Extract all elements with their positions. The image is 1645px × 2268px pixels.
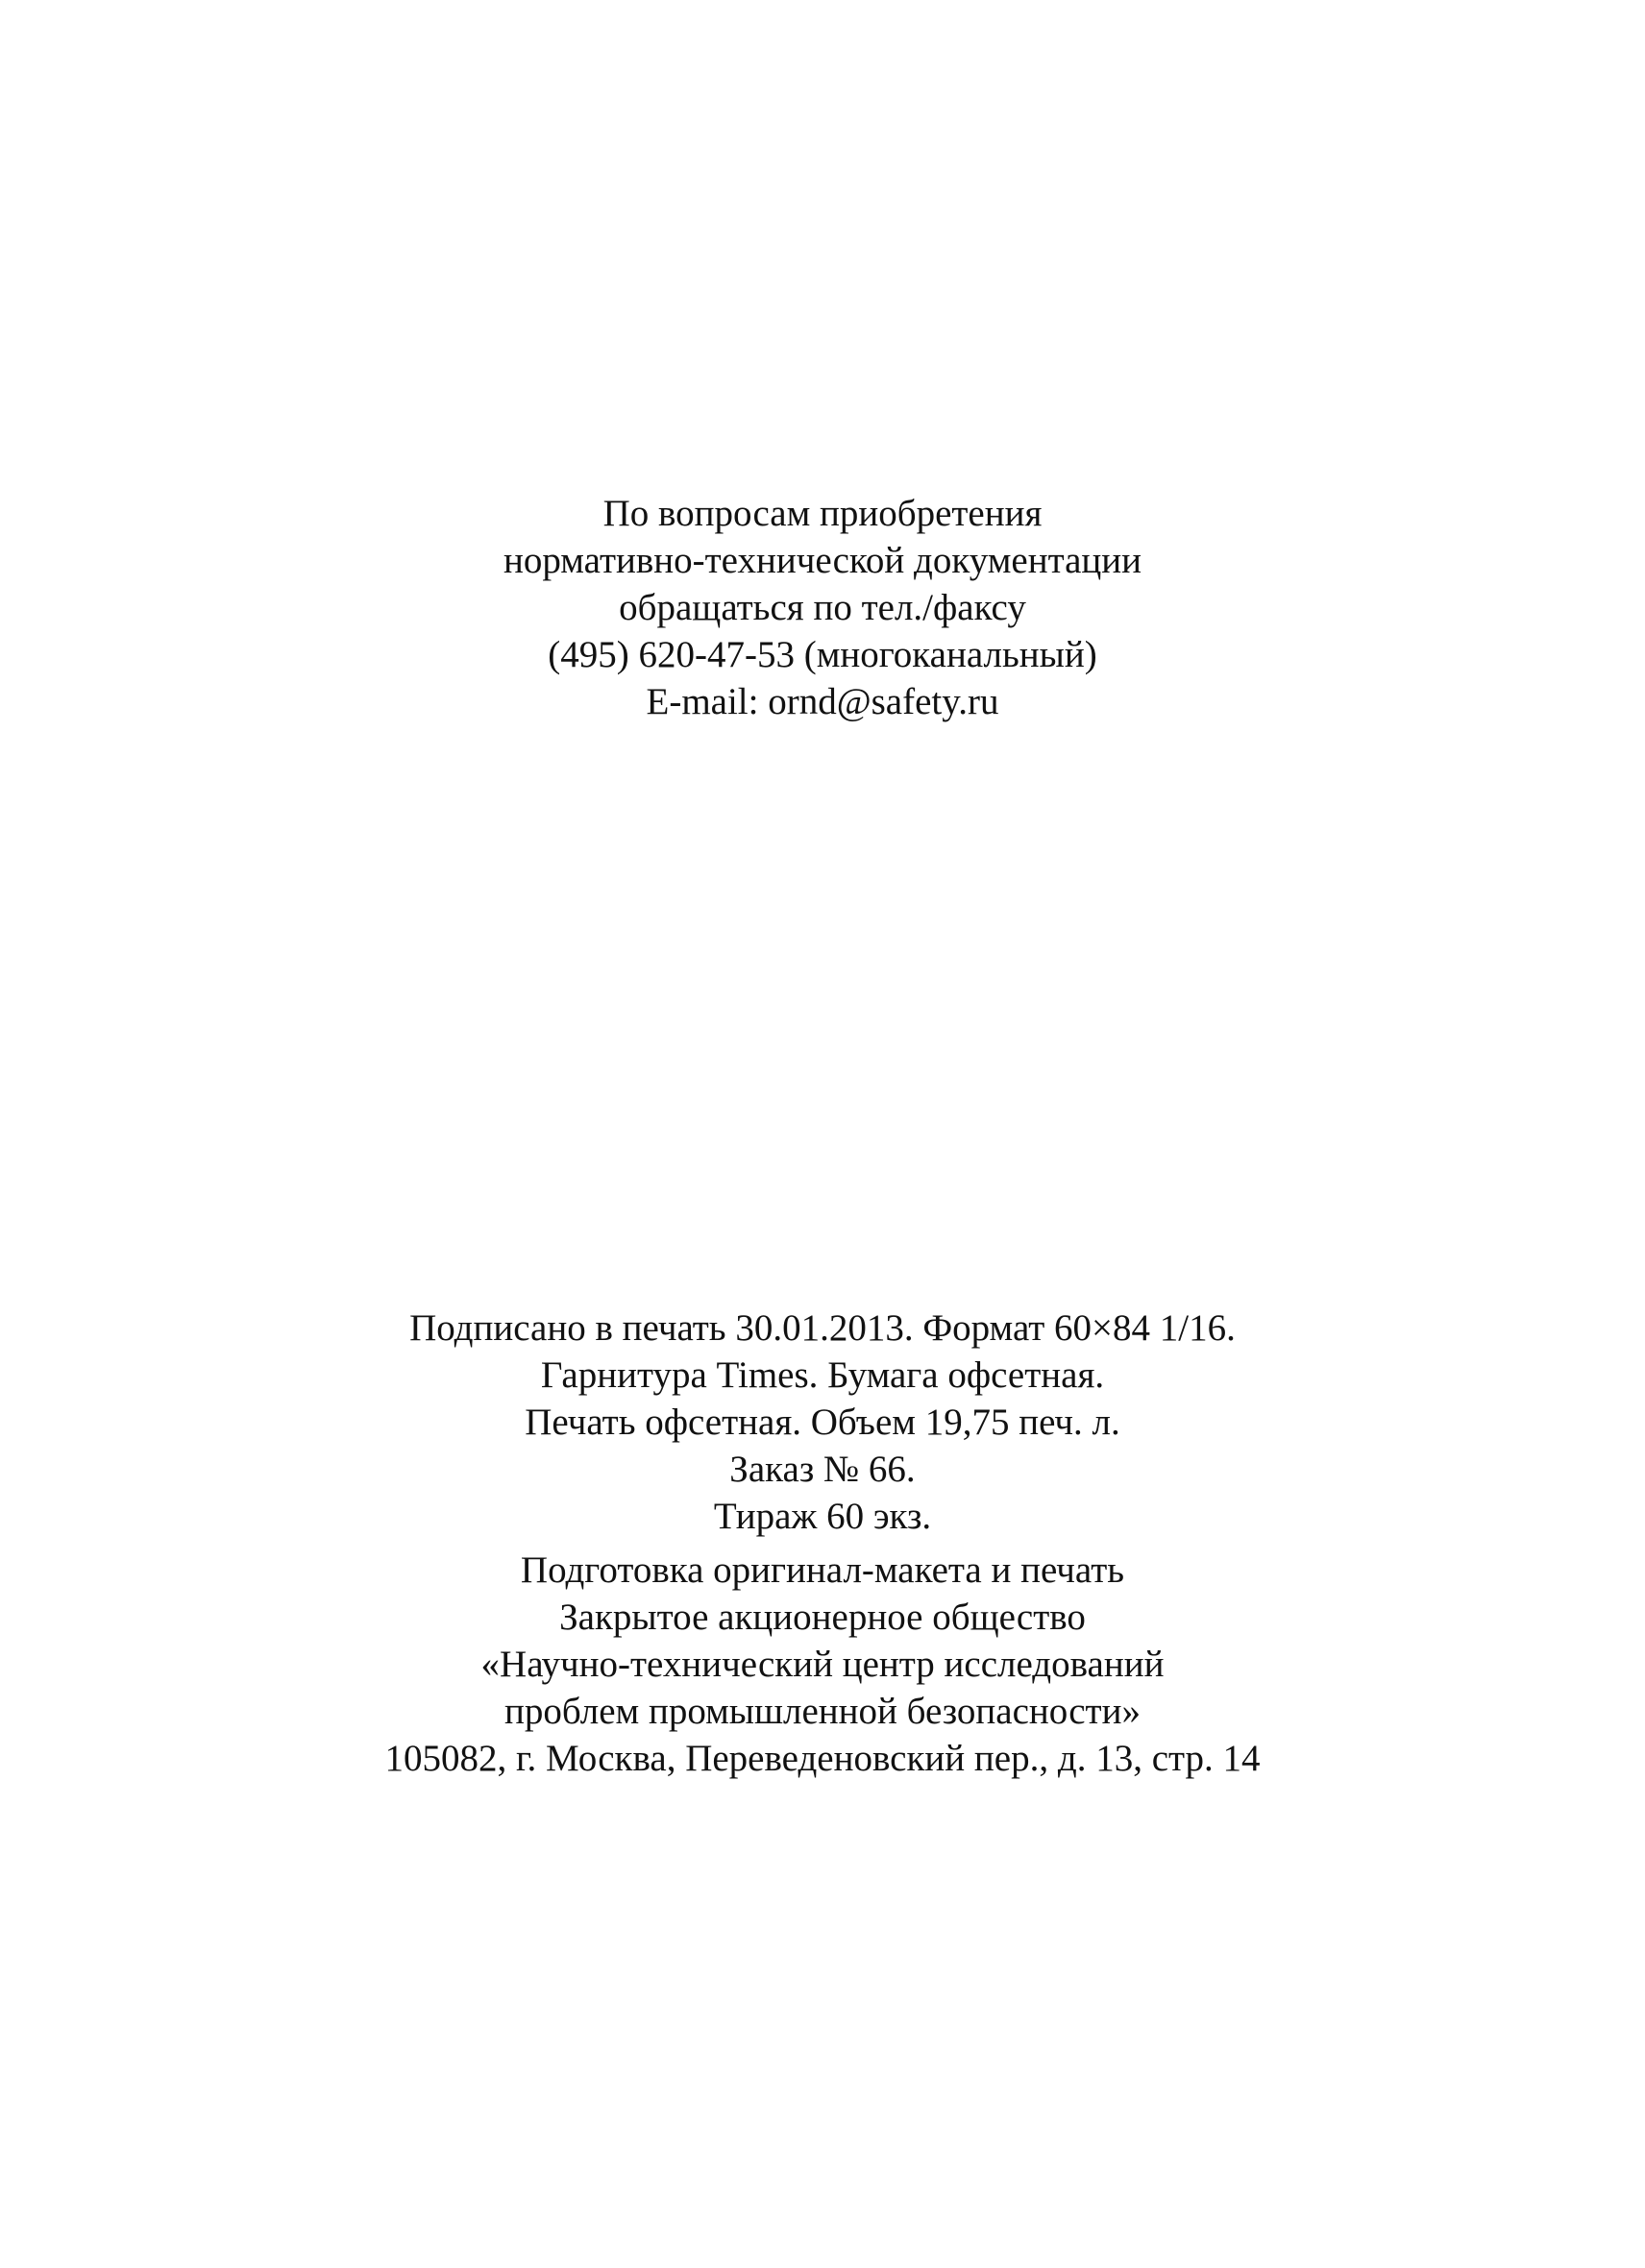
printer-info-block	[0, 1547, 1645, 1782]
contact-line-heading: По вопросам приобретения	[602, 493, 1043, 534]
imprint-line-print-run: Тираж 60 экз.	[713, 1496, 932, 1537]
contact-line-documentation: нормативно-технической документации	[503, 540, 1142, 581]
printer-line-address: 105082, г. Москва, Переведеновский пер., д. 13, стр. 14	[384, 1738, 1261, 1779]
printer-line-company-name-1: «Научно-технический центр исследований	[480, 1644, 1165, 1685]
imprint-line-signed-format: Подписано в печать 30.01.2013. Формат 60×84 1/16.	[409, 1307, 1236, 1349]
contact-line-phone-fax-label: обращаться по тел./факсу	[619, 587, 1026, 628]
purchase-contact-block	[0, 490, 1645, 725]
printer-line-company-name-2: проблем промышленной безопасности»	[504, 1691, 1141, 1732]
printer-line-prepress: Подготовка оригинал-макета и печать	[520, 1549, 1125, 1591]
imprint-line-order-number: Заказ № 66.	[729, 1449, 916, 1490]
contact-line-email: E-mail: ornd@safety.ru	[646, 681, 999, 722]
imprint-line-typeface-paper: Гарнитура Times. Бумага офсетная.	[540, 1354, 1105, 1396]
imprint-line-printing-volume: Печать офсетная. Объем 19,75 печ. л.	[525, 1402, 1120, 1443]
publication-imprint-block	[0, 1305, 1645, 1540]
printer-line-company-type: Закрытое акционерное общество	[559, 1597, 1086, 1638]
contact-line-phone-number: (495) 620-47-53 (многоканальный)	[548, 634, 1097, 675]
